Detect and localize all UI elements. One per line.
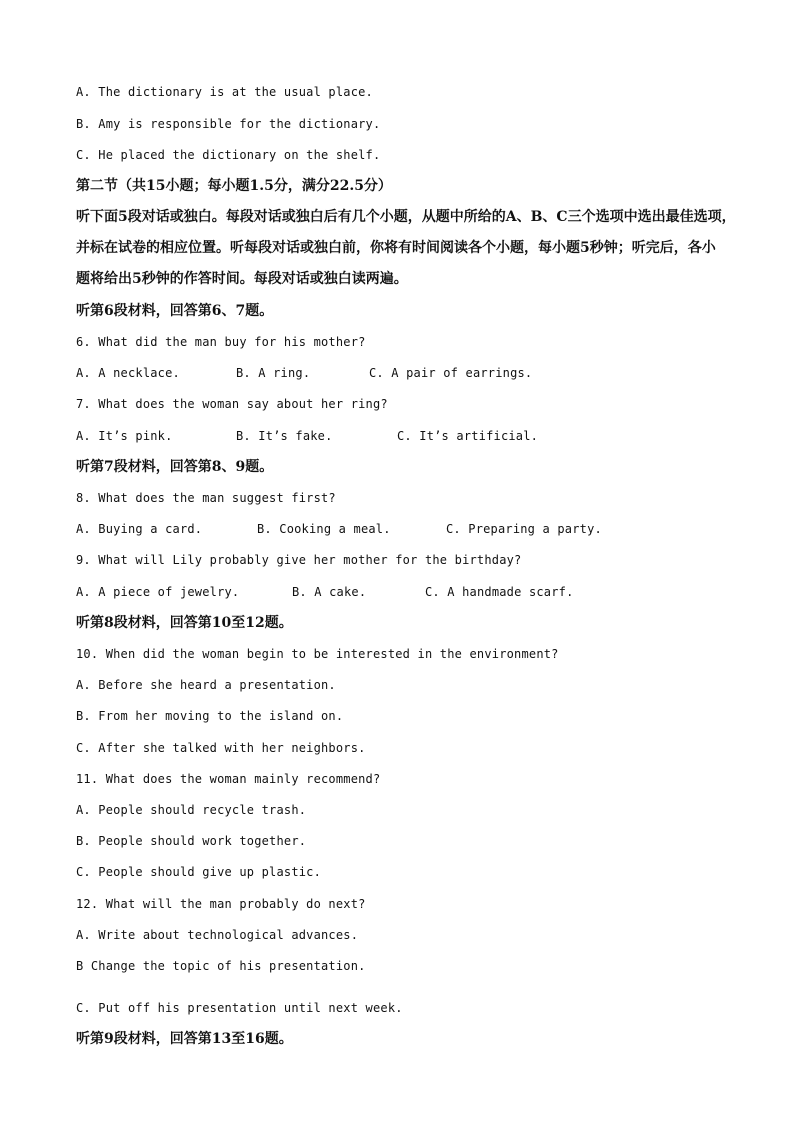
option: C. A pair of earrings. [369,366,533,380]
option-line: B Change the topic of his presentation. [76,959,366,973]
option: B. It’s fake. [236,429,333,443]
option: B. A ring. [236,366,311,380]
option: A. Buying a card. [76,522,203,536]
option: C. Preparing a party. [446,522,602,536]
options-row [76,367,532,379]
option: B. A cake. [292,585,367,599]
question: 9. What will Lily probably give her mother for the birthday? [76,553,522,567]
option-line: A. Write about technological advances. [76,928,359,942]
option-line: A. People should recycle trash. [76,803,307,817]
option-line: B. From her moving to the island on. [76,709,344,723]
option: C. A handmade scarf. [425,585,574,599]
instruction-line: 并标在试卷的相应位置。听每段对话或独白前，你将有时间阅读各个小题，每小题5秒钟；听完后，各小 [76,240,716,256]
question: 8. What does the man suggest first? [76,491,336,505]
option-line: B. Amy is responsible for the dictionary. [76,117,381,131]
question: 12. What will the man probably do next? [76,897,366,911]
material-heading: 听第6段材料，回答第6、7题。 [76,303,274,319]
option-line: C. People should give up plastic. [76,865,322,879]
option-line: C. He placed the dictionary on the shelf. [76,148,381,162]
material-heading: 听第9段材料，回答第13至16题。 [76,1031,293,1047]
question: 10. When did the woman begin to be interested in the environment? [76,647,559,661]
material-heading: 听第7段材料，回答第8、9题。 [76,459,274,475]
instruction-line: 题将给出5秒钟的作答时间。每段对话或独白读两遍。 [76,271,408,287]
section-heading: 第二节（共15小题；每小题1.5分，满分22.5分） [76,178,392,194]
option-line: B. People should work together. [76,834,307,848]
options-row [76,523,602,535]
option: A. A necklace. [76,366,180,380]
option-line: A. The dictionary is at the usual place. [76,85,373,99]
options-row [76,586,574,598]
material-heading: 听第8段材料，回答第10至12题。 [76,615,293,631]
option: A. A piece of jewelry. [76,585,240,599]
option: C. It’s artificial. [397,429,539,443]
instruction-line: 听下面5段对话或独白。每段对话或独白后有几个小题，从题中所给的A、B、C三个选项中选出最佳选项， [76,209,736,225]
option: B. Cooking a meal. [257,522,391,536]
option-line: C. After she talked with her neighbors. [76,741,366,755]
option: A. It’s pink. [76,429,173,443]
option-line: A. Before she heard a presentation. [76,678,336,692]
options-row [76,430,538,442]
question: 6. What did the man buy for his mother? [76,335,366,349]
question: 11. What does the woman mainly recommend? [76,772,381,786]
option-line: C. Put off his presentation until next week. [76,1001,403,1015]
question: 7. What does the woman say about her ring? [76,397,388,411]
